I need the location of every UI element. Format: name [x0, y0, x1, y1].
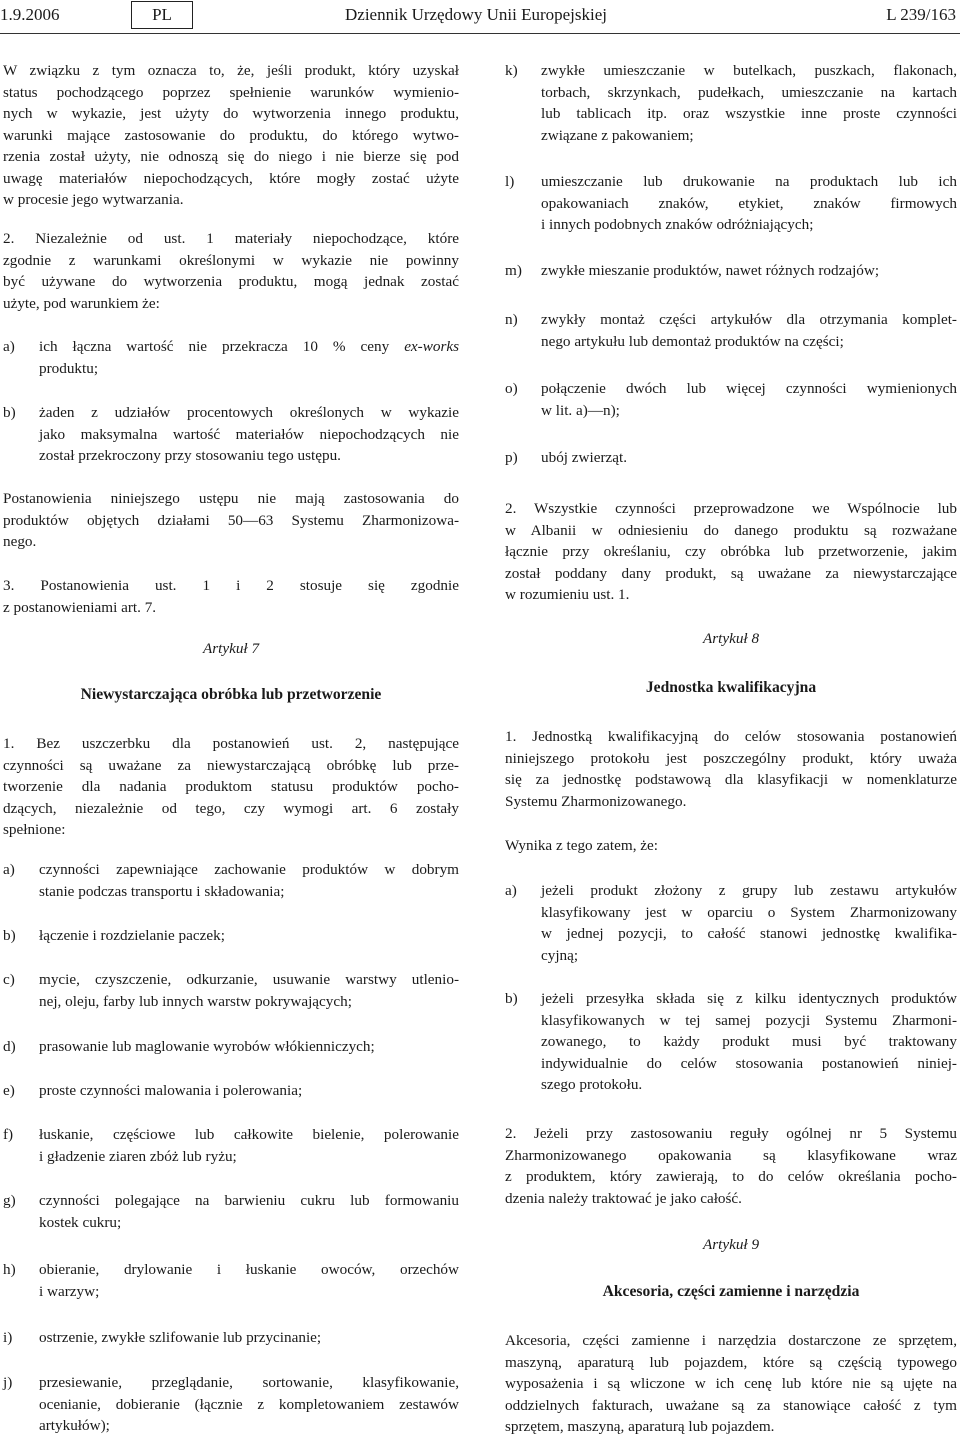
page-header — [0, 0, 960, 34]
list-item-text: i warzyw; — [39, 1282, 100, 1300]
list-item-text: prasowanie lub maglowanie wyrobów włókienniczych; — [39, 1038, 375, 1055]
paragraph-right-1: 2. Wszystkie czynności przeprowadzone we Wspólnocie lub w Albanii w odniesieniu do danego produktu są rozważane łącznie przy określaniu, czy obróbka lub przetworzenie, jakim został poddany dany produkt, są uważane za niewystarczające w rozumieniu ust. 1. — [505, 500, 957, 603]
list-item-text: ostrzenie, zwykłe szlifowanie lub przycinanie; — [39, 1329, 322, 1346]
journal-title: Dziennik Urzędowy Unii Europejskiej — [345, 5, 608, 24]
list-item-text: artykułów); — [39, 1417, 110, 1434]
list-item-label: d) — [3, 1038, 16, 1055]
list-item-text: klasyfikowanych w tej samej pozycji Systemu Zharmoni- — [541, 1011, 957, 1029]
list-item-text: obieranie, drylowanie i łuskanie owoców, orzechów — [39, 1261, 459, 1278]
list-item-text: związane z pakowaniem; — [541, 126, 694, 144]
article-9-number: Artykuł 9 — [702, 1236, 760, 1253]
list-item-text: ocenianie, dobieranie (łącznie z kompletowaniem zestawów — [39, 1395, 459, 1413]
list-item-text: proste czynności malowania i polerowania; — [39, 1082, 303, 1099]
article-9-title: Akcesoria, części zamienne i narzędzia — [602, 1283, 860, 1300]
list-item-label: a) — [3, 861, 15, 878]
list-item-text: torbach, skrzynkach, pudełkach, umieszczanie na kartach — [541, 83, 957, 101]
paragraph-left-4: 3. Postanowienia ust. 1 i 2 stosuje się zgodnie z postanowieniami art. 7. — [3, 577, 459, 616]
list-item-text: umieszczanie lub drukowanie na produktach lub ich — [541, 173, 957, 190]
list-item-label: f) — [3, 1126, 14, 1143]
header-rule — [0, 33, 960, 34]
paragraph-left-3: Postanowienia niniejszego ustępu nie mają zastosowania do produktów objętych działami 50—63 Systemu Zharmonizowa- nego. — [3, 490, 459, 550]
list-item-label: b) — [505, 990, 518, 1007]
list-item-label: b) — [3, 927, 16, 944]
list-item-label: i) — [3, 1329, 13, 1346]
list-item-label: l) — [505, 173, 515, 190]
paragraph-left-5: 1. Bez uszczerbku dla postanowień ust. 2, następujące czynności są uważane za niewystarczającą obróbkę lub prze- tworzenie dla nadania produktom statusu produktów pocho- dzących, niezależnie od tego, czy wymogi art. 6 zostały spełnione: — [3, 735, 459, 838]
list-item-text: mycie, czyszczenie, odkurzanie, usuwanie warstwy utlenio- — [39, 971, 459, 988]
paragraph-right-2: 1. Jednostką kwalifikacyjną do celów stosowania postanowień niniejszego protokołu jest poszczególny produkt, który uważa się za jednostkę podstawową dla klasyfikacji w nomenklaturze Systemu Zharmonizowanego. — [505, 728, 957, 810]
list-item-text: szego protokołu. — [541, 1076, 643, 1093]
article-7-title: Niewystarczająca obróbka lub przetworzenie — [80, 686, 382, 703]
list-item-text: w lit. a)—n); — [541, 401, 620, 419]
paragraph-right-4: 2. Jeżeli przy zastosowaniu reguły ogólnej nr 5 Systemu Zharmonizowanego opakowania są klasyfikowane wraz z produktem, który zawierają, to do celów określania pocho- dzenia należy traktować je jako całość. — [505, 1125, 957, 1207]
list-item-label: n) — [505, 311, 518, 328]
list-item-label: h) — [3, 1261, 16, 1278]
list-item-text: zwykłe mieszanie produktów, nawet różnych rodzajów; — [541, 262, 880, 279]
paragraph-right-5: Akcesoria, części zamienne i narzędzia dostarczone ze sprzętem, maszyną, aparaturą lub pojazdem, które są częścią typowego wyposażenia i są wliczone w ich cenę lub które nie są ujęte na oddzielnych fakturach, uważane są za stanowiące całość z tym sprzętem, maszyną, aparaturą lub pojazdem. — [505, 1332, 957, 1435]
list-item-label: e) — [3, 1082, 15, 1099]
list-item-text: przesiewanie, przeglądanie, sortowanie, klasyfikowanie, — [39, 1374, 459, 1391]
list-item-text: klasyfikowany jest w oparciu o System Zharmonizowany — [541, 903, 957, 921]
page-reference: L 239/163 — [886, 5, 956, 24]
article-7-number: Artykuł 7 — [202, 640, 260, 657]
paragraph-right-3: Wynika z tego zatem, że: — [505, 837, 658, 854]
list-item-text: czynności polegające na barwieniu cukru lub formowaniu — [39, 1192, 459, 1209]
list-item-label: c) — [3, 971, 15, 988]
list-item-label: a) — [505, 882, 517, 899]
list-item-text: jeżeli produkt złożony z grupy lub zestawu artykułów — [541, 882, 957, 899]
list-item-text: zwykłe umieszczanie w butelkach, puszkach, flakonach, — [541, 62, 957, 79]
list-item-label: o) — [505, 380, 518, 397]
article-8-number: Artykuł 8 — [702, 630, 760, 647]
list-item-text: stanie podczas transportu i składowania; — [39, 882, 285, 900]
list-item-label: g) — [3, 1192, 16, 1209]
list-item-text: zwykły montaż części artykułów dla otrzymania komplet- — [541, 311, 957, 328]
list-item-text: jeżeli przesyłka składa się z kilku identycznych produktów — [541, 990, 957, 1007]
list-item-text: połączenie dwóch lub więcej czynności wymienionych — [541, 380, 957, 397]
list-item-text: opakowaniach znaków, etykiet, znaków firmowych — [541, 194, 957, 212]
list-item-text: łączenie i rozdzielanie paczek; — [39, 927, 225, 944]
list-item-text: zowanego, to każdy produkt musi być traktowany — [541, 1033, 957, 1050]
list-item-label: p) — [505, 449, 518, 466]
list-item-text: ubój zwierząt. — [541, 449, 628, 466]
list-item-text: łuskanie, częściowe lub całkowite bielenie, polerowanie — [39, 1126, 459, 1143]
paragraph-left-2: 2. Niezależnie od ust. 1 materiały niepochodzące, które zgodnie z warunkami określonymi w wykazie nie powinny być używane do wytworzenia produktu, mogą jednak zostać użyte, pod warunkiem że: — [3, 230, 459, 312]
list-item-text: lub tablicach itp. oraz wszystkie inne proste czynności — [541, 105, 957, 122]
list-item-text: nej, oleju, farby lub innych warstw pokrywających; — [39, 992, 352, 1010]
list-item-label: m) — [505, 262, 522, 279]
list-item-label: j) — [3, 1374, 13, 1391]
list-item-text: nego artykułu lub demontaż produktów na części; — [541, 332, 844, 350]
list-item-text: indywidualnie do celów stosowania postanowień niniej- — [541, 1054, 957, 1072]
list-item-text: kostek cukru; — [39, 1213, 122, 1231]
article-8-title: Jednostka kwalifikacyjna — [645, 679, 817, 696]
list-item-text: w jednej pozycji, to całość stanowi jednostkę kwalifika- — [541, 925, 957, 942]
language-badge: PL — [131, 1, 193, 29]
publication-date: 1.9.2006 — [0, 5, 60, 24]
list-item-label: k) — [505, 62, 518, 79]
list-item-text: i gładzenie ziaren zbóż lub ryżu; — [39, 1147, 237, 1165]
list-item-text: i innych podobnych znaków odróżniających; — [541, 216, 814, 233]
paragraph-left-1: W związku z tym oznacza to, że, jeśli produkt, który uzyskał status pochodzącego poprzez spełnienie warunków wymienio- nych w wykazie, jest użyty do wytworzenia innego produktu, warunki mające zastosowanie do produktu, do którego wytwo- rzenia został użyty, nie odnoszą się do niego i nie bierze się pod uwagę materiałów niepochodzących, które mogły zostać użyte w procesie jego wytwarzania. — [3, 62, 459, 208]
list-item-text: czynności zapewniające zachowanie produktów w dobrym — [39, 861, 459, 878]
list-item-text: cyjną; — [541, 946, 579, 964]
